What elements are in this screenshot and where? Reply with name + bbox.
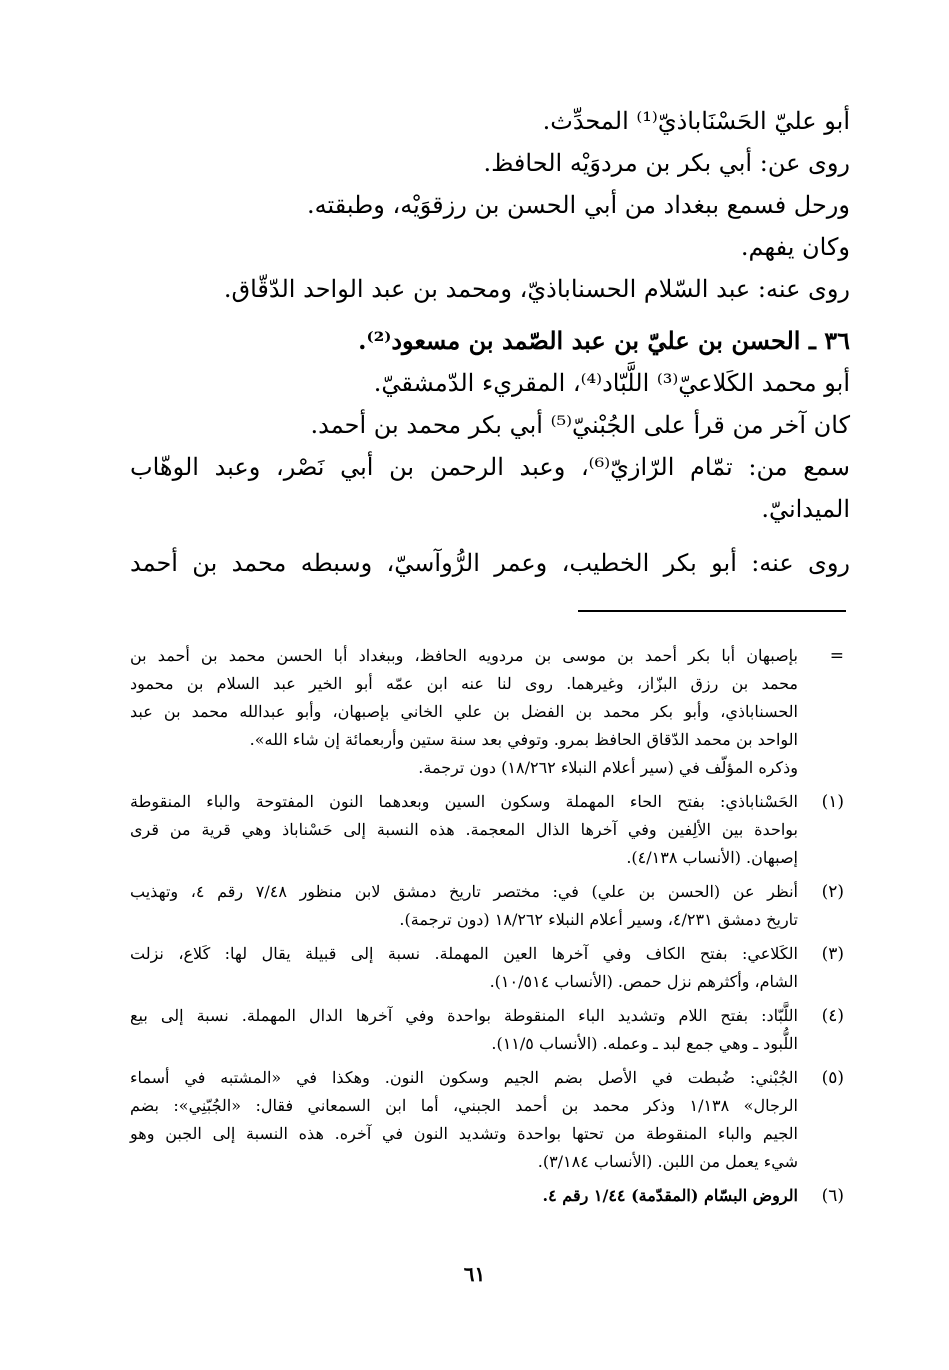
footnote bbox=[130, 788, 850, 872]
footnote-number: (٣) bbox=[821, 944, 844, 964]
footnote bbox=[130, 878, 850, 934]
footnote-number: (٦) bbox=[821, 1186, 844, 1206]
text-line: روى عن: أبي بكر بن مردوَيْه الحافظ. bbox=[483, 149, 850, 177]
footnote-text bbox=[130, 1182, 798, 1210]
footnote-line: بواحدة بين الألِفين وفي آخرها الذال المعجمة. هذه النسبة إلى حَسْناباذ وهي قرية من قرى bbox=[130, 820, 798, 839]
text-line: أبو عليّ الحَسْنَاباذيّ⁽¹⁾ المحدِّث. bbox=[542, 107, 850, 135]
footnote-text bbox=[130, 1064, 798, 1176]
footnote bbox=[130, 940, 850, 996]
footnote-line: اللُّبود ـ وهي جمع لبد ـ وعمله. (الأنساب ١١/٥). bbox=[491, 1034, 798, 1053]
footnote-line: شيء يعمل من اللبن. (الأنساب ٣/١٨٤). bbox=[537, 1152, 798, 1171]
text-line: وكان يفهم. bbox=[740, 233, 850, 261]
footnote-separator bbox=[578, 610, 846, 612]
footnote-line: الشام، وأكثرهم نزل حمص. (الأنساب ١٠/٥١٤). bbox=[489, 972, 798, 991]
text-line: الميدانيّ. bbox=[761, 495, 850, 523]
footnote-line: بإصبهان أبا بكر أحمد بن موسى بن مردويه الحافظ، وببغداد أبا الحسن محمد بن أحمد بن bbox=[130, 646, 799, 665]
footnote-number: = bbox=[829, 646, 844, 666]
footnote-line: أنظر عن (الحسن بن علي) في: مختصر تاريخ دمشق لابن منظور ٧/٤٨ رقم ٤، وتهذيب bbox=[130, 882, 798, 901]
footnote-line: وذكره المؤلّف في (سير أعلام النبلاء ١٨/٢٦٢) دون ترجمة. bbox=[418, 758, 798, 777]
text-line: كان آخر من قرأ على الجُبْنيّ⁽⁵⁾ أبي بكر محمد بن أحمد. bbox=[310, 411, 850, 439]
footnote-number: (٤) bbox=[821, 1006, 844, 1026]
footnotes bbox=[130, 642, 850, 1216]
footnote bbox=[130, 1002, 850, 1058]
footnote-line: الجيم والباء المنقوطة من تحتها بواحدة وتشديد النون في آخره. هذه النسبة إلى الجبن وهو bbox=[130, 1124, 798, 1143]
text-line: سمع من: تمّام الرّازيّ⁽⁶⁾، وعبد الرحمن بن أبي نَصْر، وعبد الوهّاب bbox=[130, 453, 850, 481]
footnote-line: الواحد بن محمد الدّقاق الحافظ بمرو. وتوفي بعد سنة ستين وأربعمائة إن شاء الله». bbox=[249, 730, 798, 749]
footnote-number: (٢) bbox=[821, 882, 844, 902]
footnote-line: الروض البسّام (المقدّمة) ١/٤٤ رقم ٤. bbox=[542, 1186, 798, 1205]
text-line: ورحل فسمع ببغداد من أبي الحسن بن رزقوَيْه، وطبقته. bbox=[307, 191, 850, 219]
footnote-line: محمد بن رزق البزّاز، وغيرهما. روى لنا عنه ابن عمّه أبو الخير عبد السلام بن محمود bbox=[130, 674, 799, 693]
footnote-line: الحَسْناباذي: بفتح الحاء المهملة وسكون السين وبعدهما النون المفتوحة والباء المنقوطة bbox=[130, 792, 798, 811]
footnote-text bbox=[130, 642, 798, 782]
footnote-line: الجُبْني: ضُبطت في الأصل بضم الجيم وسكون النون. وهكذا في «المشتبه في أسماء bbox=[130, 1068, 798, 1087]
footnote bbox=[130, 1064, 850, 1176]
footnote-line: الكَلاعي: بفتح الكاف وفي آخرها العين المهملة. نسبة إلى قبيلة يقال لها: كَلاع، نزلت bbox=[130, 944, 798, 963]
text-line: روى عنه: عبد السّلام الحسناباذيّ، ومحمد بن عبد الواحد الدّقّاق. bbox=[223, 275, 850, 303]
entry-heading: ٣٦ ـ الحسن بن عليّ بن عبد الصّمد بن مسعود⁽²⁾. bbox=[358, 326, 850, 355]
main-text bbox=[130, 100, 850, 584]
footnote-number: (١) bbox=[821, 792, 844, 812]
footnote bbox=[130, 642, 850, 782]
footnote-line: إصبهان. (الأنساب ٤/١٣٨). bbox=[626, 848, 798, 867]
footnote bbox=[130, 1182, 850, 1210]
footnote-text bbox=[130, 940, 798, 996]
footnote-line: الرجال» ١/١٣٨ وذكر محمد بن أحمد الجبني، أما ابن السمعاني فقال: «الجُبّنِي»: بضم bbox=[130, 1096, 798, 1115]
text-line: أبو محمد الكَلاعيّ⁽³⁾ اللَّبّاد⁽⁴⁾، المقريء الدّمشقيّ. bbox=[373, 369, 850, 397]
footnote-line: اللَّبّاد: بفتح اللام وتشديد الباء المنقوطة بواحدة وفي آخرها الدال المهملة. نسبة إلى بيع bbox=[130, 1006, 798, 1025]
footnote-line: الحسناباذي، وأبو بكر محمد بن الفضل بن علي الخاني بإصبهان، وأبو عبدالله محمد بن عبد bbox=[130, 702, 799, 721]
footnote-text bbox=[130, 1002, 798, 1058]
footnote-text bbox=[130, 878, 798, 934]
footnote-text bbox=[130, 788, 798, 872]
page-number: ٦١ bbox=[463, 1262, 486, 1286]
footnote-number: (٥) bbox=[821, 1068, 844, 1088]
footnote-line: تاريخ دمشق ٤/٢٣١، وسير أعلام النبلاء ١٨/٢٦٢ (دون ترجمة). bbox=[399, 910, 798, 929]
text-line: روى عنه: أبو بكر الخطيب، وعمر الرُّوآسيّ، وسبطه محمد بن أحمد bbox=[130, 549, 850, 577]
